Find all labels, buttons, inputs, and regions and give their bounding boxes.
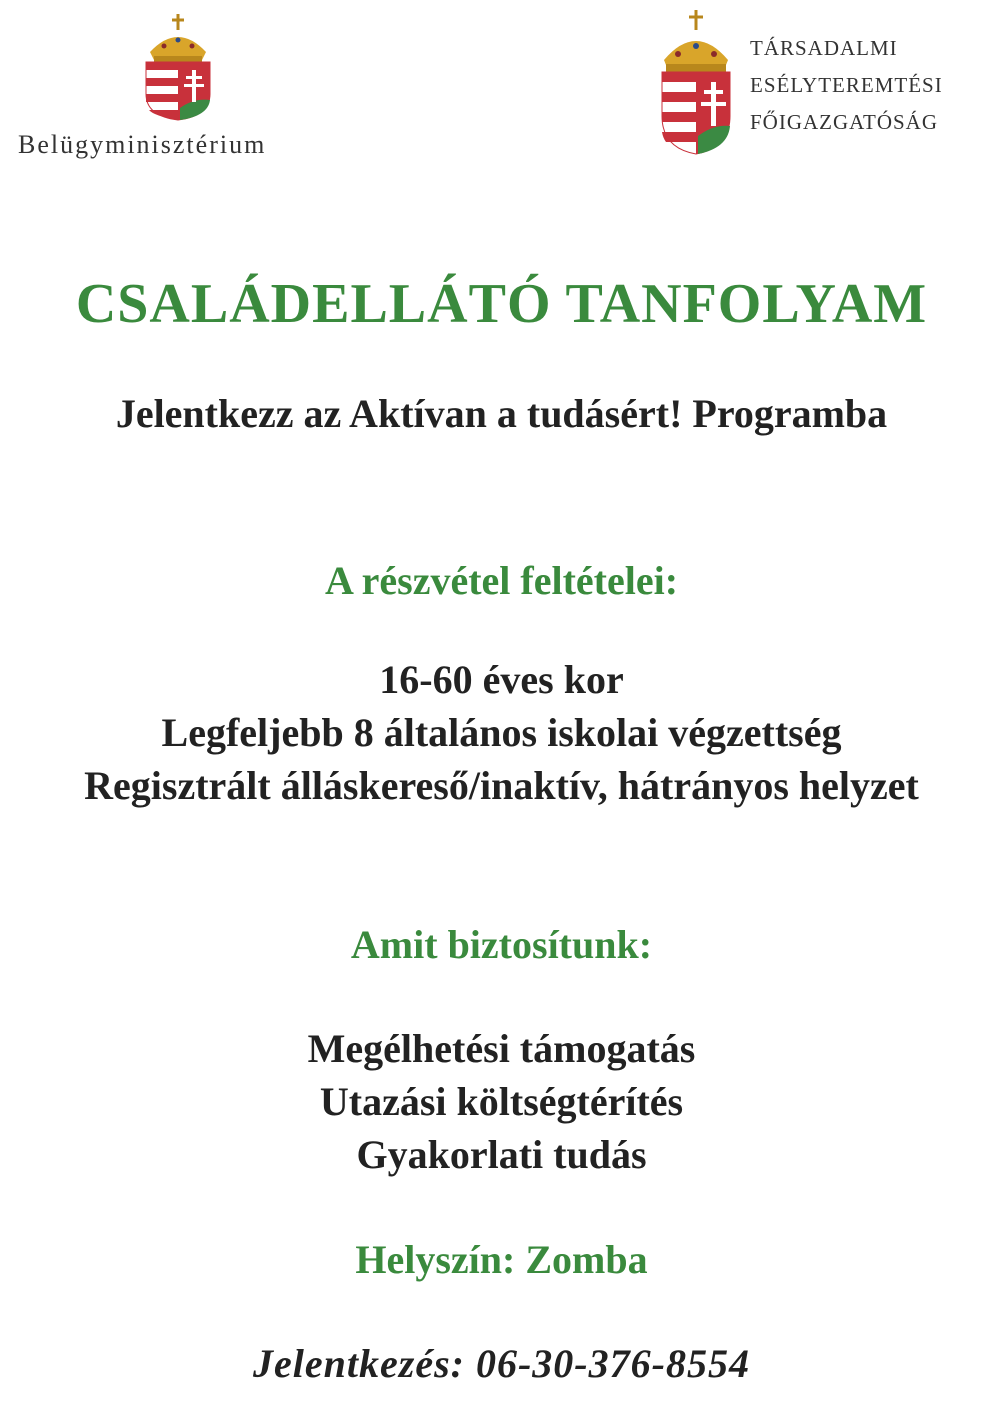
conditions-heading: A részvétel feltételei: — [324, 558, 679, 603]
directorate-name — [750, 30, 943, 141]
flyer-title: CSALÁDELLÁTÓ TANFOLYAM — [75, 273, 928, 335]
directorate-logo — [650, 8, 990, 168]
directorate-name-line: TÁRSADALMI — [750, 36, 898, 60]
coat-of-arms-icon — [658, 8, 734, 156]
contact-phone: Jelentkezés: 06-30-376-8554 — [253, 1341, 750, 1386]
benefits-heading: Amit biztosítunk: — [350, 922, 653, 967]
condition-item: 16-60 éves kor — [379, 657, 624, 702]
coat-of-arms-icon — [140, 12, 216, 122]
benefit-item: Gyakorlati tudás — [356, 1132, 647, 1177]
benefit-item: Utazási költségtérítés — [319, 1079, 684, 1124]
directorate-name-line: FŐIGAZGATÓSÁG — [750, 110, 939, 134]
directorate-name-line: ESÉLYTEREMTÉSI — [750, 73, 943, 97]
condition-item: Legfeljebb 8 általános iskolai végzettség — [161, 710, 842, 755]
condition-item: Regisztrált álláskereső/inaktív, hátrányos helyzet — [84, 763, 919, 808]
benefit-item: Megélhetési támogatás — [307, 1026, 696, 1071]
location-text: Helyszín: Zomba — [355, 1237, 648, 1282]
ministry-logo — [0, 12, 360, 162]
flyer-subtitle: Jelentkezz az Aktívan a tudásért! Programba — [115, 391, 888, 436]
ministry-name: Belügyminisztérium — [18, 130, 267, 159]
